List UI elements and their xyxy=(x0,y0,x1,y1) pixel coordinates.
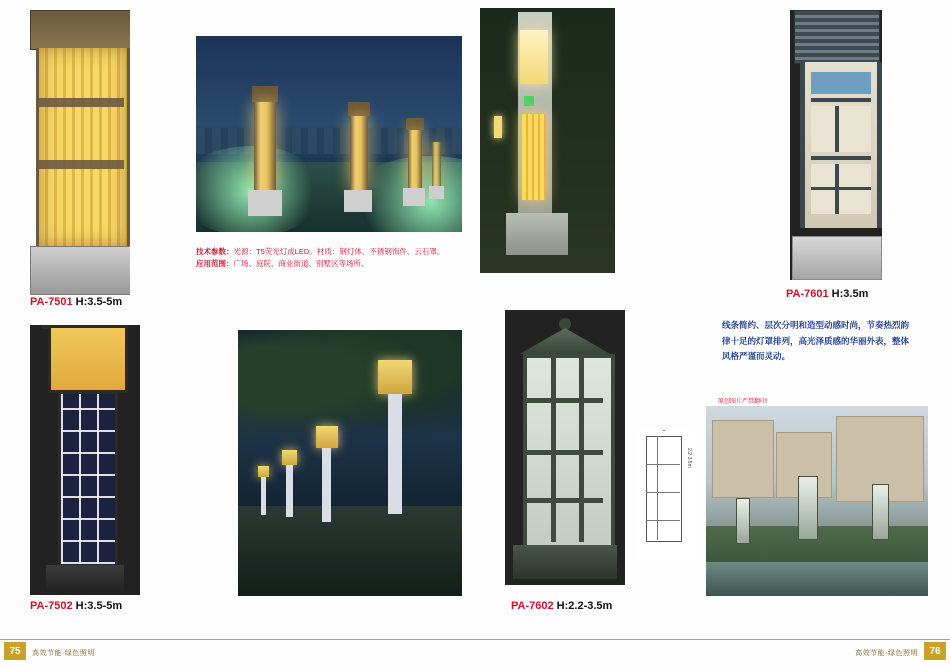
column-body xyxy=(800,62,882,228)
technical-drawing xyxy=(638,430,694,560)
column-capital xyxy=(30,10,130,50)
caption-pa-7502: PA-7502 H:3.5-5m xyxy=(30,600,123,612)
product-image-pa-7601 xyxy=(790,10,882,280)
product-image-pa-7502 xyxy=(30,325,140,595)
street-row-night-photo xyxy=(238,330,462,596)
column-base xyxy=(792,236,882,280)
lantern-body xyxy=(523,354,615,554)
column-shaft xyxy=(36,48,130,246)
lantern-roof xyxy=(511,328,619,354)
description-note: 线条简约、层次分明和造型动感时尚，节奏热烈韵律十足的灯罩排列，高光泽质感的华丽外表，整体风格严谨而灵动。 xyxy=(722,320,910,362)
page-number-right: 76 xyxy=(924,642,946,660)
tall-column-night-photo xyxy=(480,8,615,273)
footer-note-right: 高效节能·绿色照明 xyxy=(855,650,918,657)
louver-head xyxy=(794,10,880,64)
plaza-night-photo xyxy=(196,36,462,232)
spec-text-block: 技术参数：光源：T5荧光灯或LED。材质：钢灯体、不锈钢饰件、云石罩。 应用范围：广场、庭院、商业街道、别墅区等场所。 xyxy=(196,247,445,268)
product-image-pa-7602 xyxy=(505,310,625,585)
patterned-shaft xyxy=(58,391,118,567)
page-number-left: 75 xyxy=(4,642,26,660)
lantern-head xyxy=(48,325,128,393)
lantern-base xyxy=(513,545,617,579)
drawing-dimension-label: 2.2-3.5m xyxy=(686,448,692,468)
column-base xyxy=(30,246,130,295)
column-band xyxy=(36,160,124,169)
footer-divider xyxy=(0,639,950,640)
caption-pa-7601: PA-7601 H:3.5m xyxy=(786,288,869,300)
caption-pa-7602: PA-7602 H:2.2-3.5m xyxy=(511,600,613,612)
residential-daylight-photo xyxy=(706,406,928,596)
column-base xyxy=(46,565,124,595)
column-band xyxy=(36,98,124,107)
product-image-pa-7501 xyxy=(30,10,130,295)
footer-note-left: 高效节能·绿色照明 xyxy=(32,650,95,657)
caption-pa-7501: PA-7501 H:3.5-5m xyxy=(30,296,123,308)
copyright-stamp: 原创图片严禁翻印! xyxy=(718,399,768,405)
